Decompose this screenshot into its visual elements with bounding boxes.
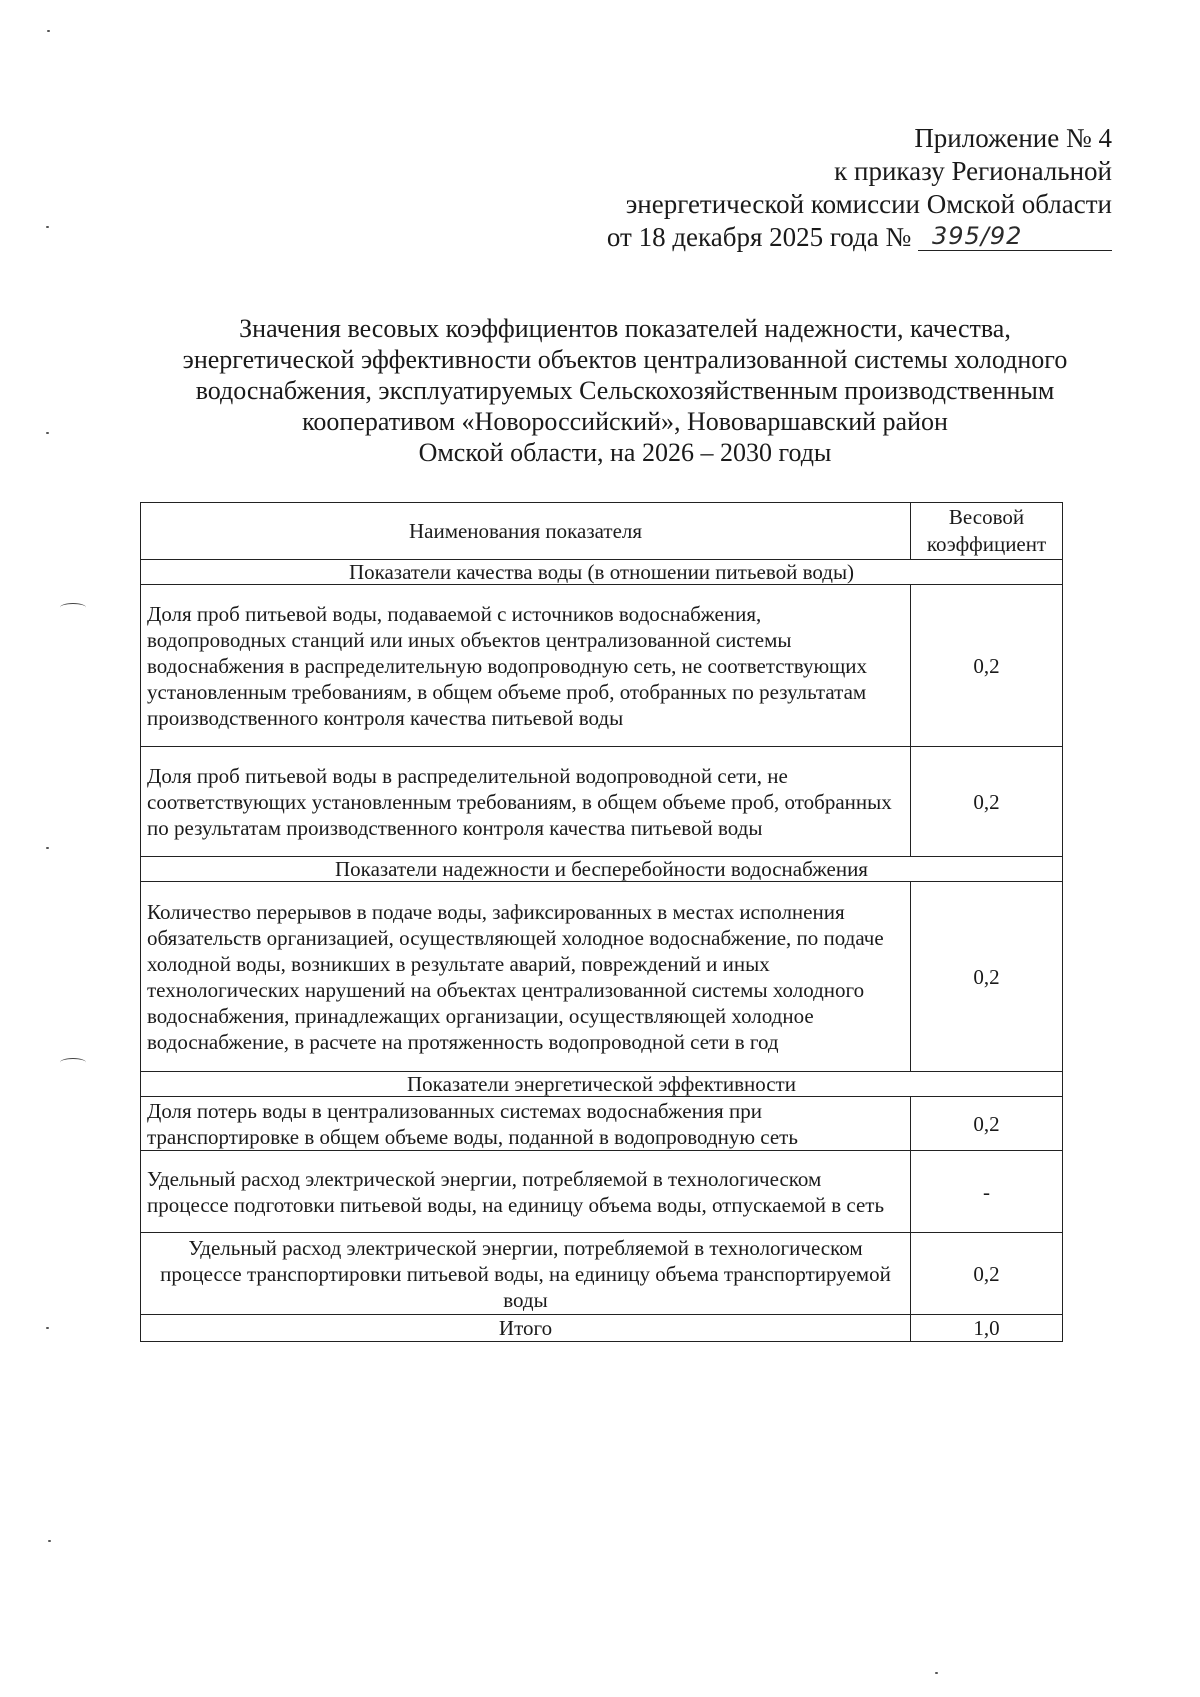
- order-number-handwritten: 395/92: [918, 222, 1112, 251]
- table-header-row: [141, 503, 1063, 560]
- indicator-name: Доля потерь воды в централизованных системах водоснабжения при транспортировке в общем объеме воды, поданной в водопроводную сеть: [141, 1097, 911, 1151]
- appendix-number: Приложение № 4: [914, 123, 1112, 153]
- scan-speck: [46, 226, 49, 228]
- indicator-name: Удельный расход электрической энергии, потребляемой в технологическом процессе подготовки питьевой воды, на единицу объема воды, отпускаемой в сеть: [141, 1151, 911, 1233]
- indicator-weight: 0,2: [911, 882, 1063, 1072]
- table-row: [141, 882, 1063, 1072]
- scan-mark: [60, 1058, 86, 1067]
- scan-speck: [46, 847, 49, 849]
- appendix-commission: энергетической комиссии Омской области: [625, 189, 1112, 219]
- indicator-name: Количество перерывов в подаче воды, зафиксированных в местах исполнения обязательств организацией, осуществляющей холодное водоснабжение, по подаче холодной воды, возникших в результате аварий, повреждений и иных технологических нарушений на объектах централизованной системы холодного водоснабжения, принадлежащих организации, осуществляющей холодное водоснабжение, в расчете на протяженность водопроводной сети в год: [141, 882, 911, 1072]
- title-line: Омской области, на 2026 – 2030 годы: [418, 438, 832, 467]
- scan-speck: [48, 1540, 51, 1542]
- document-title: [110, 313, 1140, 468]
- indicator-weight: -: [911, 1151, 1063, 1233]
- total-weight: 1,0: [911, 1315, 1063, 1342]
- indicator-weight: 0,2: [911, 585, 1063, 747]
- indicator-name: Доля проб питьевой воды, подаваемой с источников водоснабжения, водопроводных станций или иных объектов централизованной системы водоснабжения в распределительную водопроводную сеть, не соответствующих установленным требованиям, в общем объеме проб, отобранных по результатам производственного контроля качества питьевой воды: [141, 585, 911, 747]
- indicator-name: Доля проб питьевой воды в распределительной водопроводной сети, не соответствующих установленным требованиям, в общем объеме проб, отобранных по результатам производственного контроля качества питьевой воды: [141, 747, 911, 857]
- indicator-weight: 0,2: [911, 747, 1063, 857]
- table-row: [141, 1233, 1063, 1315]
- title-line: кооперативом «Новороссийский», Нововаршавский район: [302, 407, 948, 436]
- header-name: Наименования показателя: [141, 503, 911, 560]
- scan-mark: [60, 603, 86, 612]
- appendix-header: [607, 122, 1112, 254]
- title-line: водоснабжения, эксплуатируемых Сельскохозяйственным производственным: [195, 376, 1055, 405]
- total-label: Итого: [141, 1315, 911, 1342]
- scan-speck: [47, 30, 50, 32]
- table-row: [141, 585, 1063, 747]
- scan-speck: [935, 1672, 938, 1674]
- indicator-weight: 0,2: [911, 1097, 1063, 1151]
- appendix-date-line: [607, 221, 1112, 254]
- appendix-date: от 18 декабря 2025 года №: [606, 222, 912, 252]
- header-weight: Весовой коэффициент: [911, 503, 1063, 560]
- table-row: [141, 1151, 1063, 1233]
- total-row: [141, 1315, 1063, 1342]
- section-reliability: Показатели надежности и бесперебойности водоснабжения: [141, 857, 1063, 882]
- section-energy: Показатели энергетической эффективности: [141, 1072, 1063, 1097]
- table-row: [141, 1097, 1063, 1151]
- table-row: [141, 747, 1063, 857]
- section-row: [141, 560, 1063, 585]
- title-line: Значения весовых коэффициентов показателей надежности, качества,: [239, 314, 1011, 343]
- indicator-name: Удельный расход электрической энергии, потребляемой в технологическом процессе транспортировки питьевой воды, на единицу объема транспортируемой воды: [141, 1233, 911, 1315]
- section-quality: Показатели качества воды (в отношении питьевой воды): [141, 560, 1063, 585]
- scan-speck: [46, 432, 49, 434]
- indicator-weight: 0,2: [911, 1233, 1063, 1315]
- appendix-order-ref: к приказу Региональной: [834, 156, 1112, 186]
- weights-table: [140, 502, 1063, 1342]
- title-line: энергетической эффективности объектов централизованной системы холодного: [182, 345, 1068, 374]
- scan-speck: [46, 1327, 49, 1329]
- section-row: [141, 857, 1063, 882]
- section-row: [141, 1072, 1063, 1097]
